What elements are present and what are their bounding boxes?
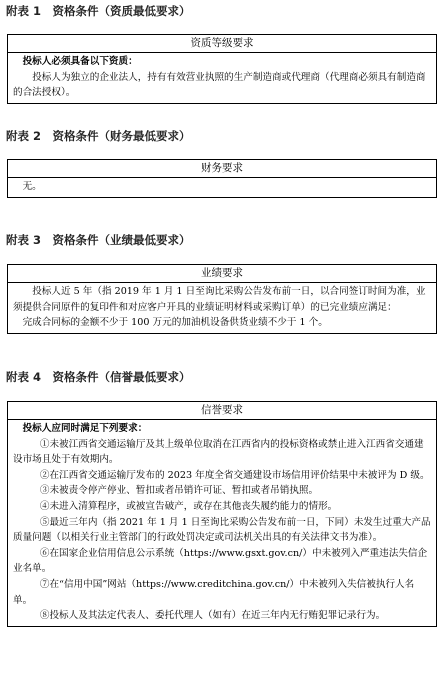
credit-lead: 投标人应同时满足下列要求： <box>22 423 148 434</box>
credit-body <box>8 420 436 626</box>
credit-item: ⑤最近三年内（指 2021 年 1 月 1 日至询比采购公告发布前一日，下同）未发生过重大产品质量问题（以相关行业主管部门的行政处罚决定或司法机关出具的有关法律文书为准）。 <box>13 516 431 544</box>
performance-body <box>8 283 436 333</box>
finance-paragraph: 无。 <box>22 181 42 192</box>
credit-item: ③未被责令停产停业、暂扣或者吊销许可证、暂扣或者吊销执照。 <box>39 485 319 497</box>
performance-paragraph: 完成合同标的金额不少于 100 万元的加油机设备供货业绩不少于 1 个。 <box>22 317 328 329</box>
section-3-title: 附表 3 资格条件（业绩最低要求） <box>6 233 191 247</box>
section-1-title: 附表 1 资格条件（资质最低要求） <box>6 4 191 18</box>
credit-item: ⑧投标人及其法定代表人、委托代理人（如有）在近三年内无行贿犯罪记录行为。 <box>39 610 386 622</box>
credit-item: ④未进入清算程序，或被宣告破产，或存在其他丧失履约能力的情形。 <box>39 500 338 512</box>
finance-body <box>8 178 436 197</box>
finance-table <box>7 159 437 198</box>
qualification-lead: 投标人必须具备以下资质： <box>22 56 138 67</box>
credit-item: ⑥在国家企业信用信息公示系统（https://www.gsxt.gov.cn/）中未被列入严重违法失信企业名单。 <box>13 547 428 575</box>
credit-item: ⑦在“信用中国”网站（https://www.creditchina.gov.cn/）中未被列入失信被执行人名单。 <box>13 578 415 606</box>
qualification-body <box>8 53 436 103</box>
qualification-header: 资质等级要求 <box>8 35 436 53</box>
section-4-title: 附表 4 资格条件（信誉最低要求） <box>6 370 191 384</box>
credit-item: ①未被江西省交通运输厅及其上级单位取消在江西省内的投标资格或禁止进入江西省交通建设市场且处于有效期内。 <box>13 438 424 466</box>
performance-paragraph: 投标人近 5 年（指 2019 年 1 月 1 日至询比采购公告发布前一日，以合同签订时间为准，业须提供合同原件的复印件和对应客户开具的业绩证明材料或采购订单）的已完业绩应满足： <box>13 286 426 313</box>
performance-table <box>7 264 437 334</box>
credit-item: ②在江西省交通运输厅发布的 2023 年度全省交通建设市场信用评价结果中未被评为 D 级。 <box>39 469 430 481</box>
credit-header: 信誉要求 <box>8 402 436 420</box>
credit-table <box>7 401 437 627</box>
qualification-paragraph: 投标人为独立的企业法人，持有有效营业执照的生产制造商或代理商（代理商必须具有制造商的合法授权）。 <box>13 71 426 99</box>
finance-header: 财务要求 <box>8 160 436 178</box>
section-2-title: 附表 2 资格条件（财务最低要求） <box>6 129 191 143</box>
qualification-table <box>7 34 437 104</box>
performance-header: 业绩要求 <box>8 265 436 283</box>
